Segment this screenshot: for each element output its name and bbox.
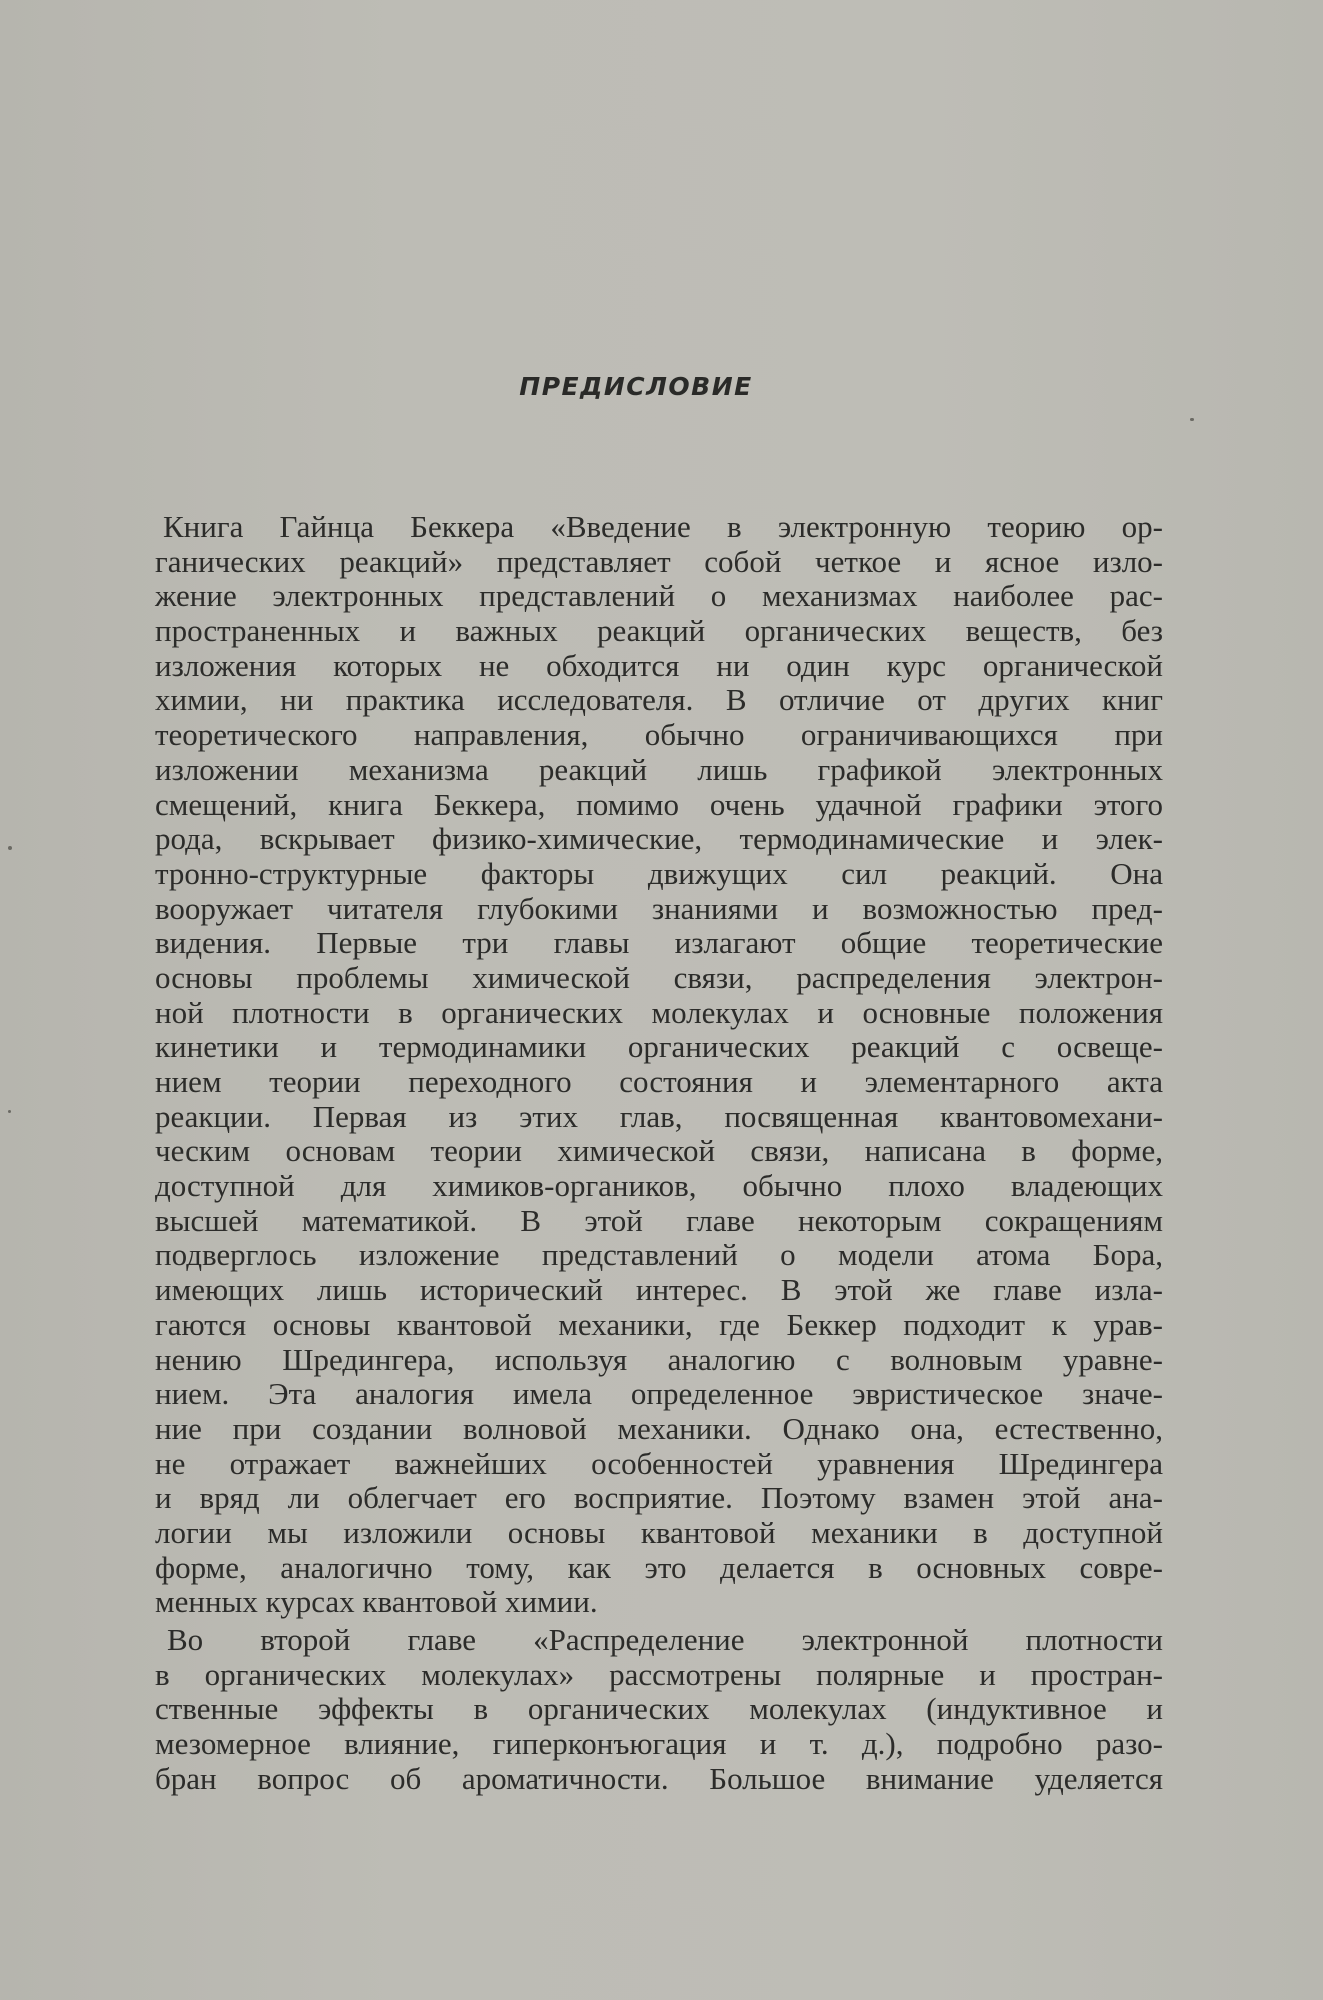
text-line: реакции. Первая из этих глав, посвященная квантовомехани- <box>155 1098 1163 1134</box>
text-line: гаются основы квантовой механики, где Беккер подходит к урав- <box>155 1306 1163 1342</box>
text-line: доступной для химиков-органиков, обычно плохо владеющих <box>155 1168 1163 1204</box>
edge-speck <box>1190 418 1194 421</box>
text-line: ной плотности в органических молекулах и основные положения <box>155 994 1163 1030</box>
text-line: ственные эффекты в органических молекулах (индуктивное и <box>155 1691 1163 1727</box>
text-line: нием. Эта аналогия имела определенное эвристическое значе- <box>155 1376 1163 1412</box>
text-line: форме, аналогично тому, как это делается в основных совре- <box>155 1549 1163 1585</box>
text-line: теоретического направления, обычно ограничивающихся при <box>155 717 1163 753</box>
edge-speck <box>8 846 12 850</box>
text-line: жение электронных представлений о механизмах наиболее рас- <box>155 578 1163 614</box>
text-line: и вряд ли облегчает его восприятие. Поэтому взамен этой ана- <box>155 1480 1163 1516</box>
text-line: имеющих лишь исторический интерес. В этой же главе изла- <box>155 1272 1163 1308</box>
text-line: ганических реакций» представляет собой четкое и ясное изло- <box>155 543 1163 579</box>
text-line: тронно-структурные факторы движущих сил реакций. Она <box>155 855 1163 891</box>
text-line: логии мы изложили основы квантовой механики в доступной <box>155 1514 1163 1550</box>
text-line: не отражает важнейших особенностей уравнения Шредингера <box>155 1445 1163 1481</box>
page-title: ПРЕДИСЛОВИЕ <box>519 372 753 401</box>
text-line: нению Шредингера, используя аналогию с волновым уравне- <box>155 1341 1163 1377</box>
text-line: смещений, книга Беккера, помимо очень удачной графики этого <box>155 786 1163 822</box>
text-line: видения. Первые три главы излагают общие теоретические <box>155 925 1163 961</box>
edge-speck <box>8 1110 11 1113</box>
text-line: бран вопрос об ароматичности. Большое внимание уделяется <box>155 1760 1163 1796</box>
text-line: основы проблемы химической связи, распределения электрон- <box>155 959 1163 995</box>
text-line: в органических молекулах» рассмотрены полярные и простран- <box>155 1656 1163 1692</box>
text-line: химии, ни практика исследователя. В отличие от других книг <box>155 682 1163 718</box>
text-line: менных курсах квантовой химии. <box>155 1584 598 1620</box>
text-line: изложении механизма реакций лишь графикой электронных <box>155 751 1163 787</box>
text-line: ческим основам теории химической связи, написана в форме, <box>155 1133 1163 1169</box>
text-line: Во второй главе «Распределение электронной плотности <box>167 1622 1163 1657</box>
text-line: рода, вскрывает физико-химические, термодинамические и элек- <box>155 821 1163 857</box>
text-line: кинетики и термодинамики органических реакций с освеще- <box>155 1029 1163 1065</box>
body-text <box>155 510 1163 1796</box>
text-line: Книга Гайнца Беккера «Введение в электронную теорию ор- <box>163 509 1163 544</box>
text-line: мезомерное влияние, гиперконъюгация и т. д.), подробно разо- <box>155 1726 1163 1762</box>
text-line: пространенных и важных реакций органических веществ, без <box>155 613 1163 649</box>
text-line: вооружает читателя глубокими знаниями и возможностью пред- <box>155 890 1163 926</box>
text-line: высшей математикой. В этой главе некоторым сокращениям <box>155 1202 1163 1238</box>
text-line: ние при создании волновой механики. Однако она, естественно, <box>155 1410 1163 1446</box>
text-line: подверглось изложение представлений о модели атома Бора, <box>155 1237 1163 1273</box>
text-line: нием теории переходного состояния и элементарного акта <box>155 1064 1163 1099</box>
text-line: изложения которых не обходится ни один курс органической <box>155 647 1163 683</box>
